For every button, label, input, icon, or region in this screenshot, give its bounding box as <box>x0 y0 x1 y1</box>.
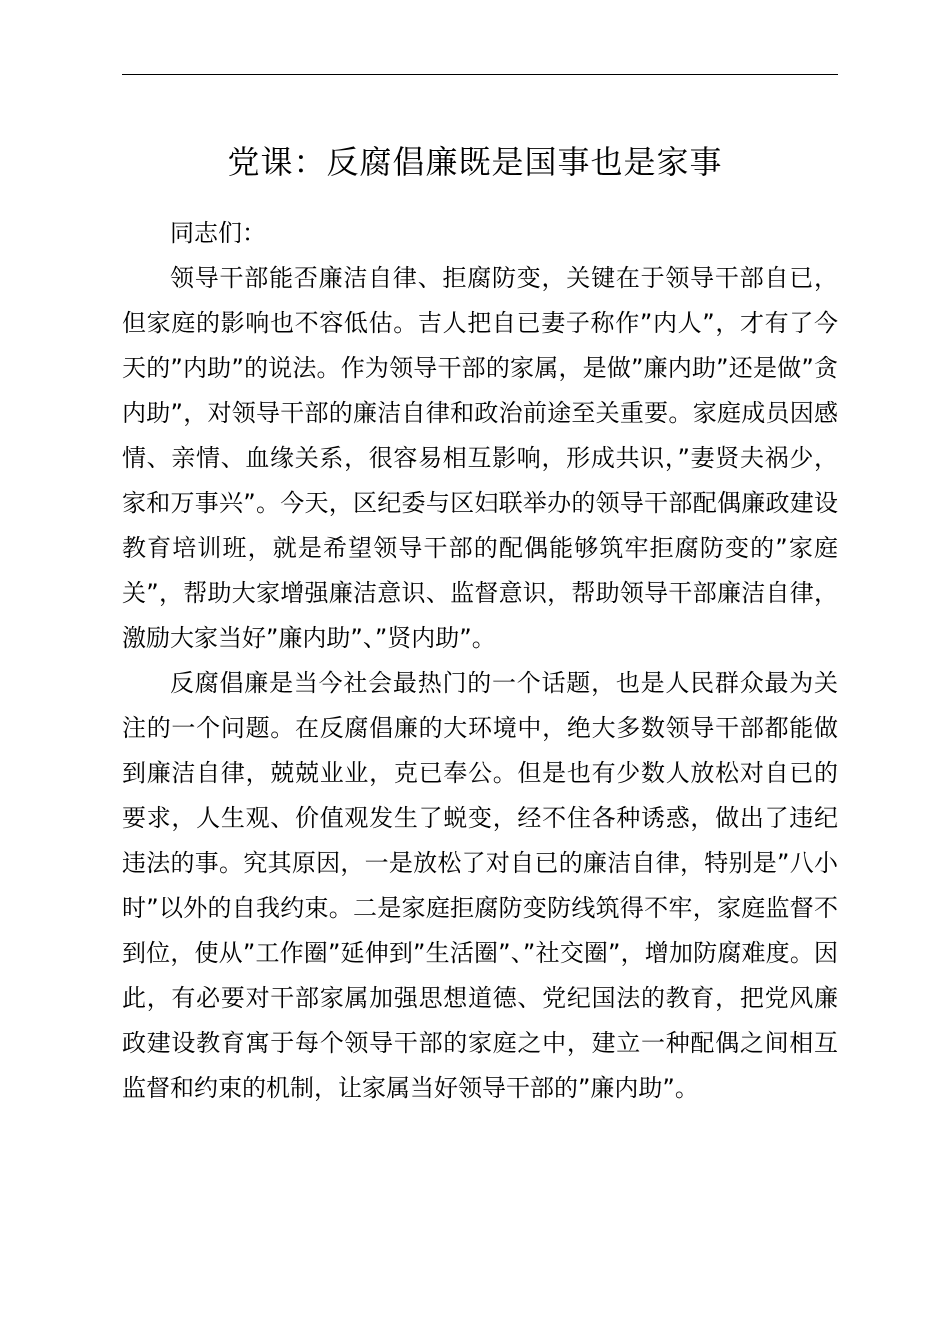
header-rule <box>122 74 838 75</box>
document-title: 党课：反腐倡廉既是国事也是家事 <box>227 143 723 181</box>
paragraph: 领导干部能否廉洁自律、拒腐防变，关键在于领导干部自已，但家庭的影响也不容低估。吉人把自已妻子称作”内人”，才有了今天的”内助”的说法。作为领导干部的家属，是做”廉内助”还是做”贪内助”，对领导干部的廉洁自律和政治前途至关重要。家庭成员因感情、亲情、血缘关系，很容易相互影响，形成共识，”妻贤夫祸少，家和万事兴”。今天，区纪委与区妇联举办的领导干部配偶廉政建设教育培训班，就是希望领导干部的配偶能够筑牢拒腐防变的”家庭关”，帮助大家增强廉洁意识、监督意识，帮助领导干部廉洁自律，激励大家当好”廉内助”、”贤内助”。 <box>122 264 838 652</box>
salutation: 同志们： <box>170 219 266 247</box>
paragraph: 反腐倡廉是当今社会最热门的一个话题，也是人民群众最为关注的一个问题。在反腐倡廉的大环境中，绝大多数领导干部都能做到廉洁自律，兢兢业业，克已奉公。但是也有少数人放松对自已的要求，人生观、价值观发生了蜕变，经不住各种诱惑，做出了违纪违法的事。究其原因，一是放松了对自已的廉洁自律，特别是”八小时”以外的自我约束。二是家庭拒腐防变防线筑得不牢，家庭监督不到位，使从”工作圈”延伸到”生活圈”、”社交圈”，增加防腐难度。因此，有必要对干部家属加强思想道德、党纪国法的教育，把党风廉政建设教育寓于每个领导干部的家庭之中，建立一种配偶之间相互监督和约束的机制，让家属当好领导干部的”廉内助”。 <box>122 669 838 1102</box>
document-body <box>122 211 838 1111</box>
